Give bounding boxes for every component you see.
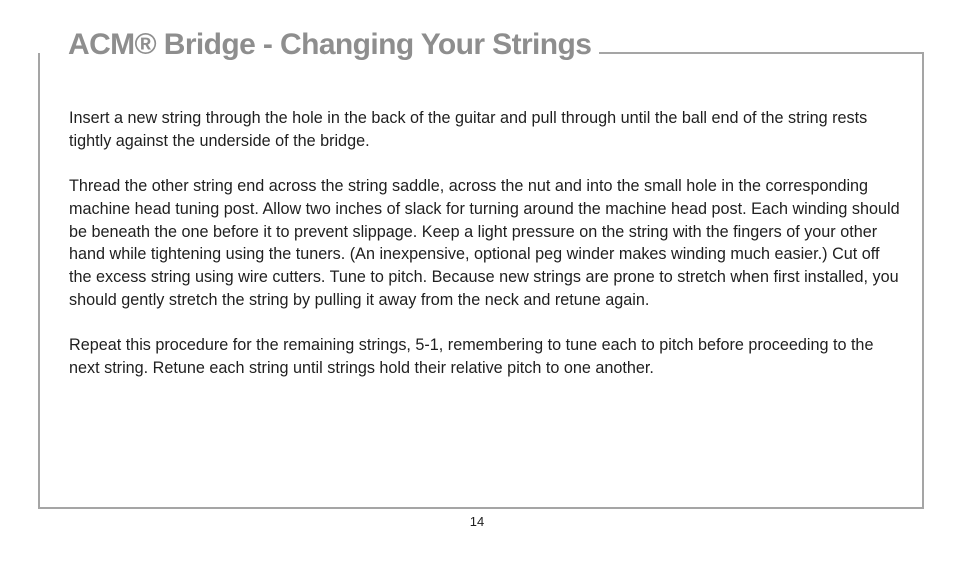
paragraph-thread-string: Thread the other string end across the string saddle, across the nut and into the small hole in the corresponding machine head tuning post. Allow two inches of slack for turning around the machine head post. Each winding should be beneath the one before it to prevent slippage. Keep a light pressure on the string with the fingers of your other hand while tightening using the tuners. (An inexpensive, optional peg winder makes winding much easier.) Cut off the excess string using wire cutters. Tune to pitch. Because new strings are prone to stretch when first installed, you should gently stretch the string by pulling it away from the neck and retune again.: [69, 177, 900, 309]
page-number: 14: [469, 514, 485, 529]
page-title: ACM® Bridge - Changing Your Strings: [68, 28, 599, 62]
body-text: [69, 107, 901, 402]
frame-top-rule: [562, 52, 924, 54]
paragraph-repeat-procedure: Repeat this procedure for the remaining strings, 5-1, remembering to tune each to pitch before proceeding to the next string. Retune each string until strings hold their relative pitch to one another.: [69, 336, 874, 377]
paragraph-insert-string: Insert a new string through the hole in the back of the guitar and pull through until the ball end of the string rests tightly against the underside of the bridge.: [69, 109, 868, 150]
